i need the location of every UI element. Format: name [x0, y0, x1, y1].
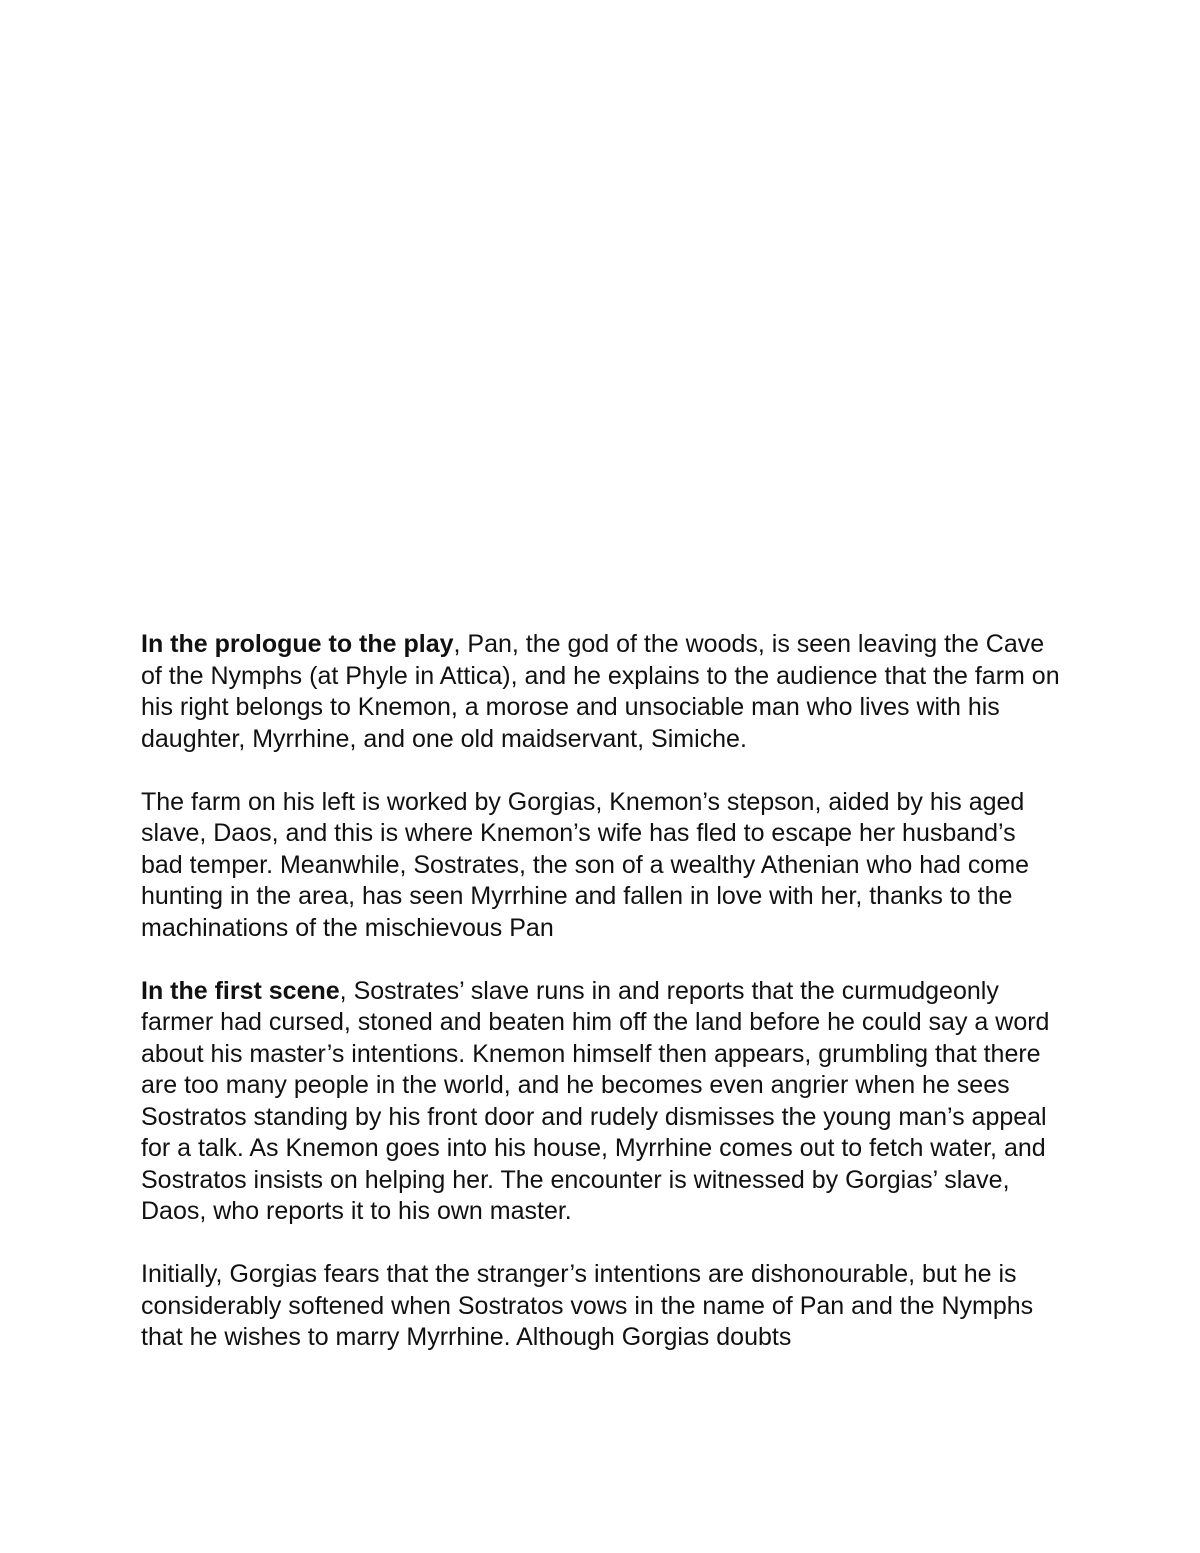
paragraph-first-scene: [141, 976, 1061, 1228]
paragraph-text: Initially, Gorgias fears that the stranger’s intentions are dishonourable, but he is considerably softened when Sostratos vows in the name of Pan and the Nymphs that he wishes to marry Myrrhine. Although Gorgias doubts: [141, 1260, 1034, 1351]
paragraph-lead-bold: In the first scene: [141, 976, 340, 1005]
paragraph-text: The farm on his left is worked by Gorgias, Knemon’s stepson, aided by his aged slave, Daos, and this is where Knemon’s wife has fled to escape her husband’s bad temper. Meanwhile, Sostrates, the son of a wealthy Athenian who had come hunting in the area, has seen Myrrhine and fallen in love with her, thanks to the machinations of the mischievous Pan: [141, 787, 1030, 942]
paragraph-text: , Pan, the god of the woods, is seen leaving the Cave of the Nymphs (at Phyle in Attica), and he explains to the audience that the farm on his right belongs to Knemon, a morose and unsociable man who lives with his daughter, Myrrhine, and one old maidservant, Simiche.: [141, 630, 1060, 753]
paragraph-lead-bold: In the prologue to the play: [141, 630, 454, 658]
paragraph-farm-left: [141, 787, 1061, 945]
document-body: [141, 629, 1061, 1385]
paragraph-initially: [141, 1259, 1061, 1354]
paragraph-prologue: [141, 629, 1061, 755]
paragraph-text: , Sostrates’ slave runs in and reports that the curmudgeonly farmer had cursed, stoned and beaten him off the land before he could say a word about his master’s intentions. Knemon himself then appears, grumbling that there are too many people in the world, and he becomes even angrier when he sees Sostratos standing by his front door and rudely dismisses the young man’s appeal for a talk. As Knemon goes into his house, Myrrhine comes out to fetch water, and Sostratos insists on helping her. The encounter is witnessed by Gorgias’ slave, Daos, who reports it to his own master.: [141, 976, 1050, 1225]
